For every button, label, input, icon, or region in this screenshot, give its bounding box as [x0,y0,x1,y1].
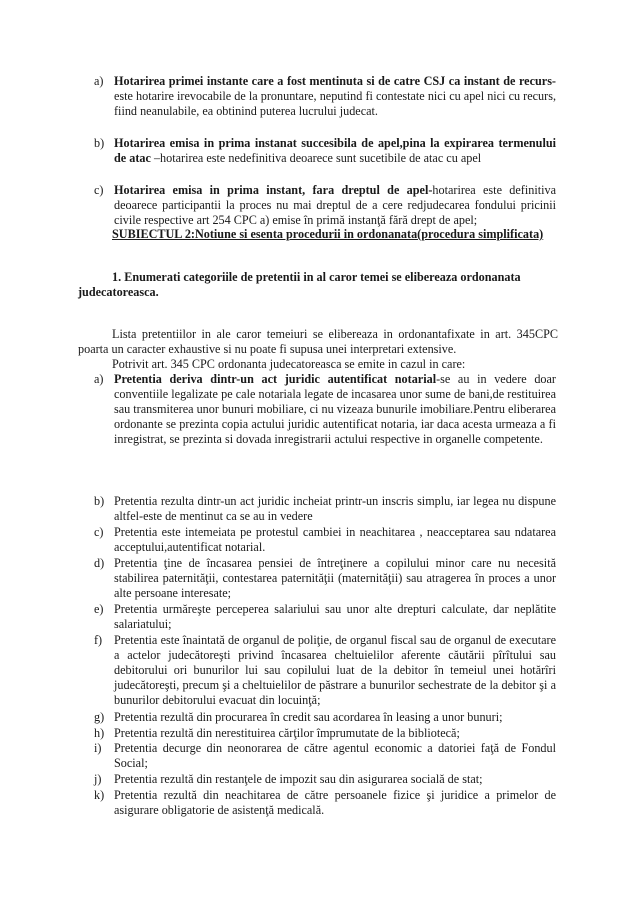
list-marker: a) [94,372,104,386]
list-item [94,136,556,183]
list-item-title: Pretentia deriva dintr-un act juridic autentificat notarial [114,372,437,386]
list-marker: g) [94,710,105,724]
list-marker: b) [94,494,105,508]
list-item [94,525,556,556]
list-item-text: Pretentia rezulta dintr-un act juridic incheiat printr-un inscris simplu, iar legea nu dispune altfel-este de mentinut ca se au in vedere [114,494,556,524]
paragraph-text: Lista pretentiilor in ale caror temeiuri se elibereaza in ordonantafixate in art. 345CPC poarta un caracter exhaustive si nu poate fi supusa unei interpretari extensive. [78,327,558,357]
paragraph [78,357,558,372]
list-marker: k) [94,787,105,802]
list-marker: c) [94,525,104,539]
list-item-text: -se au in vedere doar conventiile legalizate pe cale notariala legate de incasarea unor sume de bani,de restituirea sau transmiterea unor bunuri mobiliare, ci nu vizeaza bunurile imobiliare.Pentru eliberarea ordonante se prezinta copia actului juridic autentificat notaria, iar daca acesta urmeaza a fi inregistrat, se prezinta si dovada inregistrarii actului respective in organelle competente. [114,372,556,447]
claims-list [94,372,556,818]
list-item-title: Hotarirea emisa in prima instanat succesibila de apel,pina la expirarea termenului de atac [114,136,556,166]
list-item-text: Pretentia este înaintată de organul de poliţie, de organul fiscal sau de organul de executare a actelor judecătoreşti privind încasarea cheltuielilor aferente căutării pîrîtului sau debitorului ori bunurilor lui sau copilului luat de la debitor în temeiul unei hotărîri judecătoreşti, precum şi a cheltuielilor de păstrare a bunurilor sechestrate de la debitor şi a bunurilor debitorului evacuat din locuinţă; [114,633,556,708]
list-item-text: –hotarirea este nedefinitiva deoarece sunt sucetibile de atac cu apel [150,151,482,166]
list-marker: d) [94,556,105,570]
list-item [94,602,556,633]
paragraph-text: Potrivit art. 345 CPC ordonanta judecatoreasca se emite in cazul in care: [112,357,466,371]
list-marker: a) [94,74,104,88]
list-item [94,710,556,726]
list-item-text: Pretentia rezultă din restanţele de impozit sau din asigurarea socială de stat; [114,772,483,786]
list-marker: e) [94,602,104,616]
list-item [94,494,556,525]
list-item-text: Pretentia este intemeiata pe protestul cambiei in neachitarea , neacceptarea sau ndatarea acceptului,autentificat notarial. [114,525,556,555]
list-item [94,372,556,494]
paragraph [78,327,558,357]
list-item-text: este hotarire irevocabile de la pronuntare, neputind fi contestate nici cu apel nici cu recurs, fiind neanulabile, ea obtinind puterea lucrului judecat. [114,89,556,119]
list-item-text: hotarirea este definitiva deoarece participantii la proces nu mai dreptul de a cere redjudecarea fondului pricinii civile respective art 254 CPC a) emise în primă instanţă fără drept de apel; [114,183,556,228]
list-item-text: Pretentia ţine de încasarea pensiei de întreţinere a copilului minor care nu necesită stabilirea paternităţii, contestarea paternităţii (maternităţii) sau atragerea în proces a unor alte persoane interesate; [114,556,556,601]
list-marker: b) [94,136,105,150]
list-item [94,741,556,772]
list-item [94,726,556,742]
list-marker: i) [94,741,102,755]
list-item [94,772,556,788]
list-item-title: Hotarirea primei instante care a fost mentinuta si de catre CSJ ca instant de recurs- [114,74,556,88]
question-heading-text: 1. Enumerati categoriile de pretentii in al caror temei se elibereaza ordonanata judecatoreasca. [78,270,521,300]
list-item-title: Hotarirea emisa in prima instant, fara dreptul de apel- [114,183,433,197]
list-marker: j) [94,772,102,786]
list-item-text: Pretentia decurge din neonorarea de către agentul economic a datoriei faţă de Fondul Social; [114,741,556,771]
verdict-types-list [94,74,556,228]
subject-heading-text: SUBIECTUL 2:Notiune si esenta procedurii in ordonanata(procedura simplificata) [112,227,544,241]
list-item [94,633,556,710]
list-marker: h) [94,725,105,740]
question-heading [78,270,558,300]
list-marker: f) [94,633,103,647]
list-item [94,183,556,228]
list-item-text: Pretentia urmăreşte perceperea salariului sau unor alte drepturi calculate, dar neplătite salariatului; [114,602,556,632]
list-item [94,788,556,818]
subject-heading [78,227,558,242]
list-item-text: Pretentia rezultă din nerestituirea cărţilor împrumutate de la bibliotecă; [114,725,460,740]
list-item-text: Pretentia rezultă din neachitarea de către persoanele fizice şi juridice a primelor de asigurare obligatorie de asistenţă medicală. [114,787,556,817]
list-item [94,556,556,602]
list-marker: c) [94,183,104,197]
list-item [94,74,556,136]
list-item-text: Pretentia rezultă din procurarea în credit sau acordarea în leasing a unor bunuri; [114,710,503,724]
